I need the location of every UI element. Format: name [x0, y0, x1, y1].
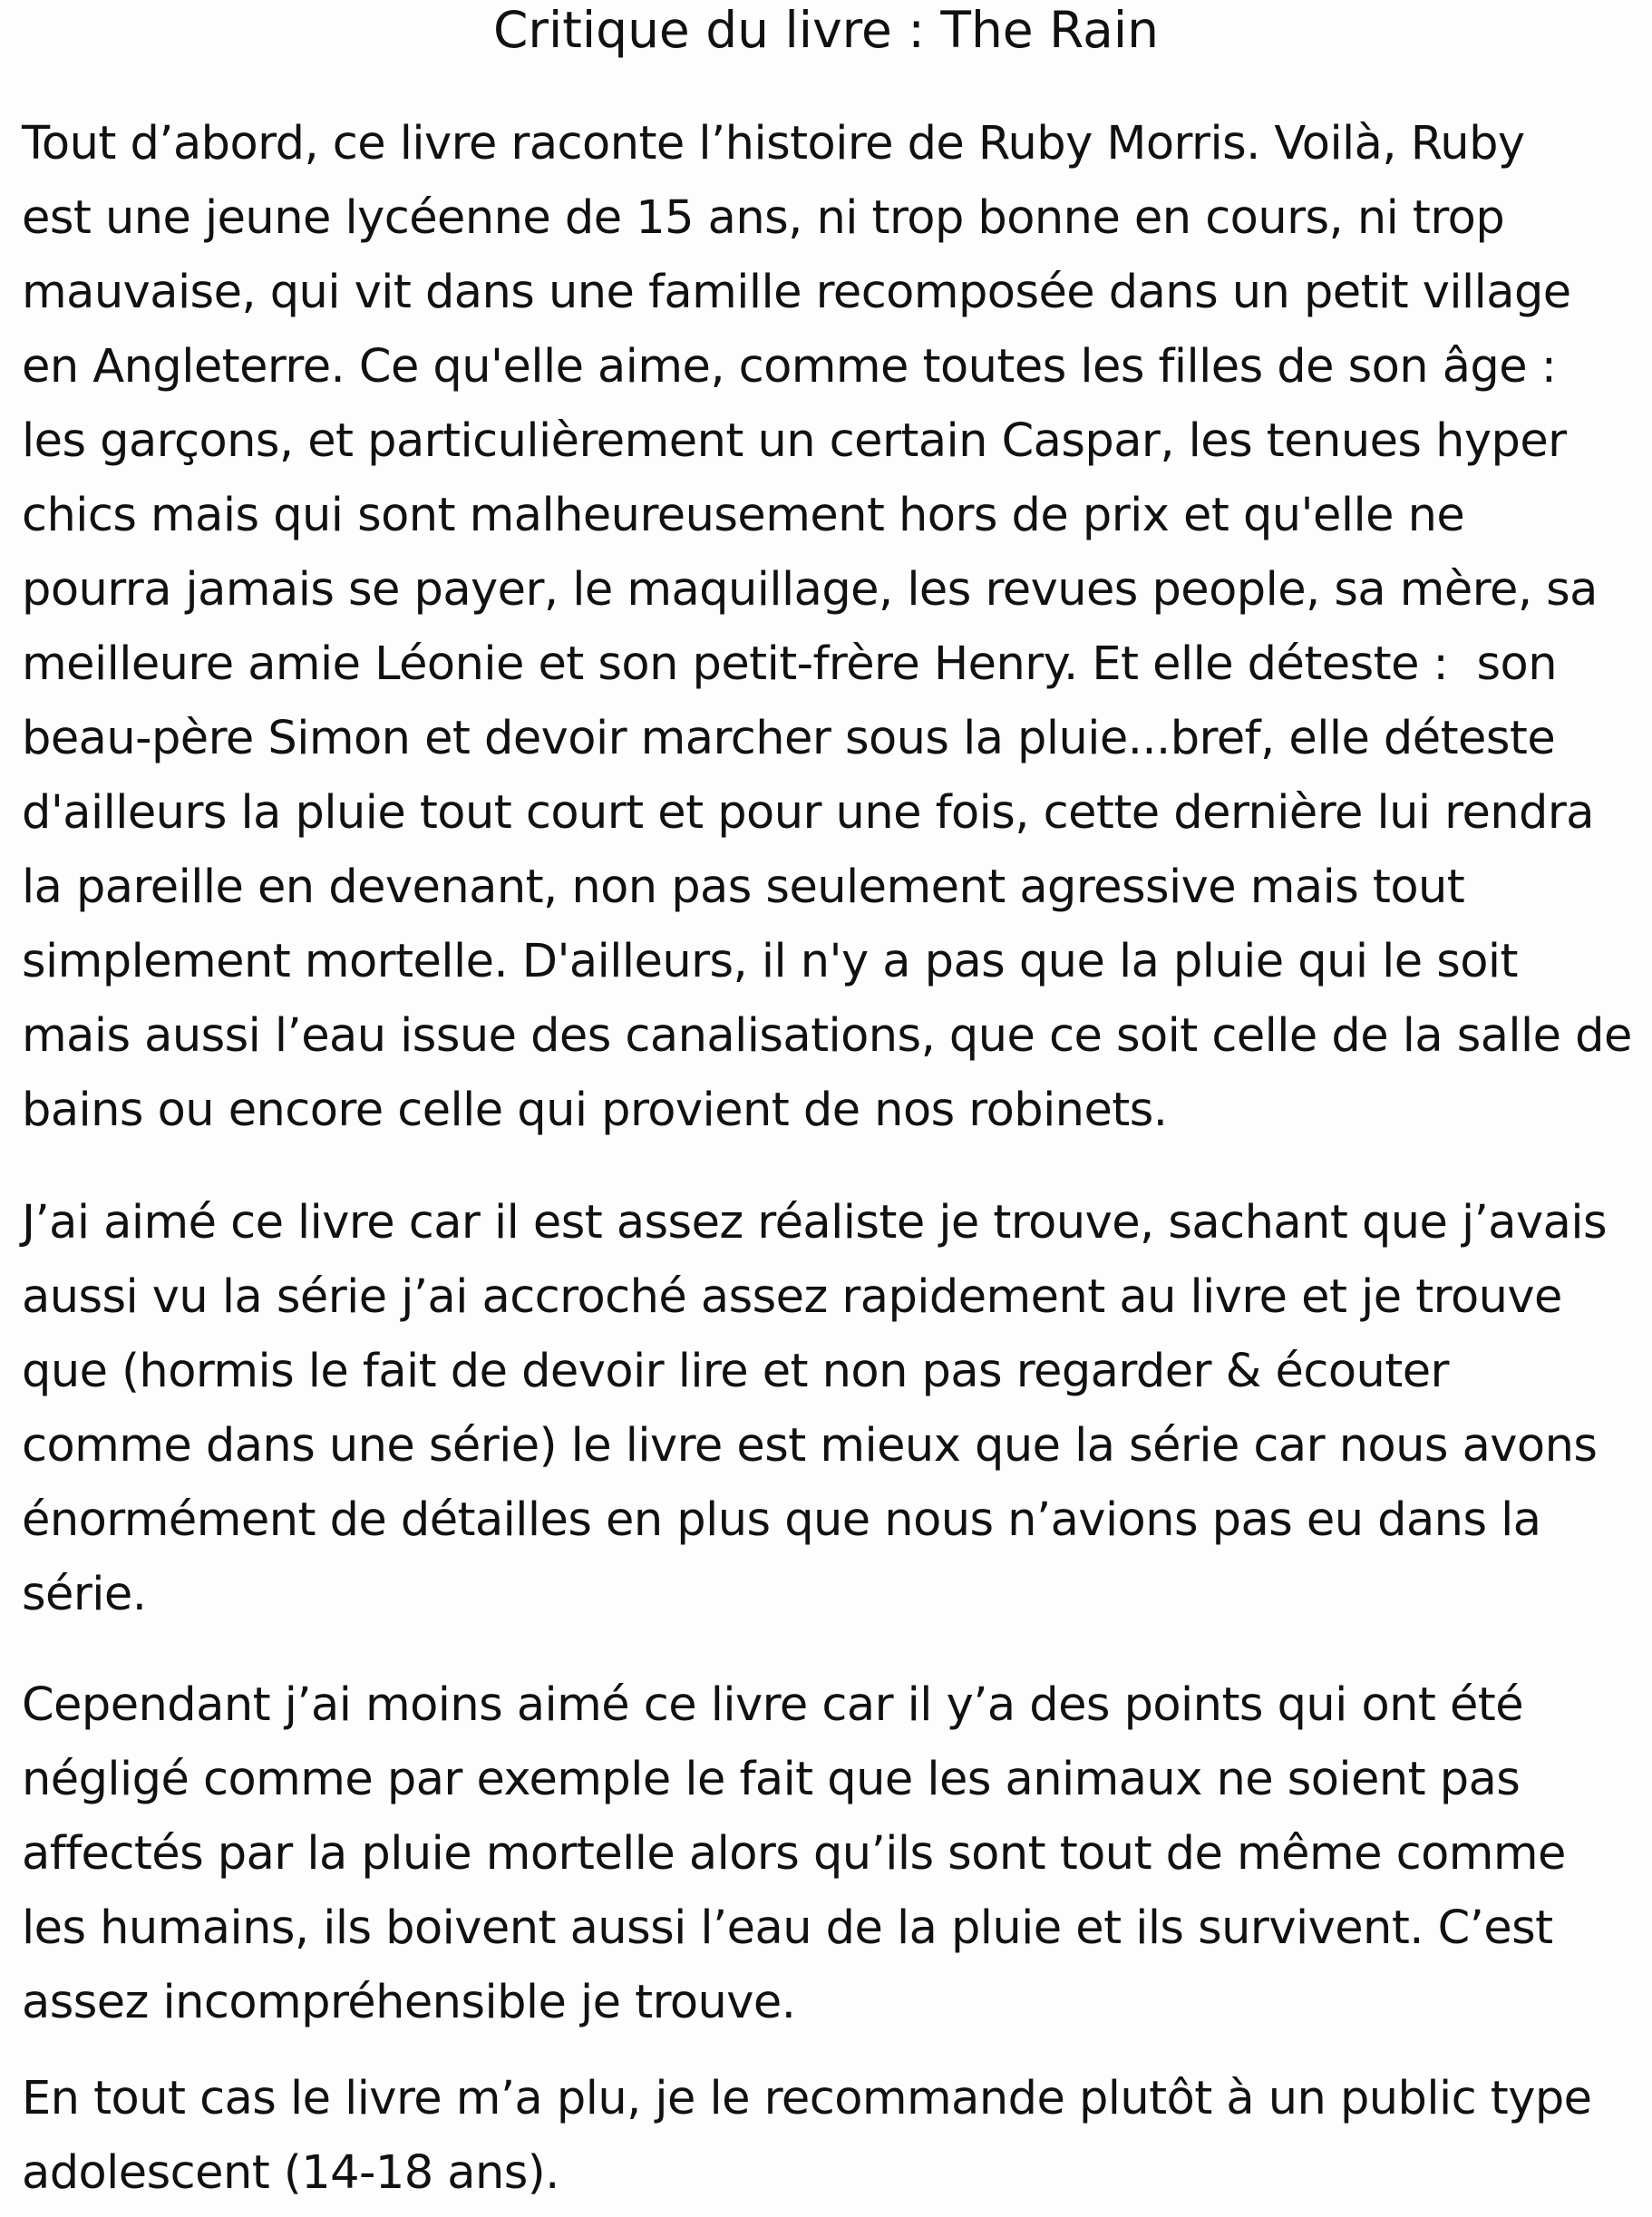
text-line: série.	[22, 1568, 147, 1621]
paragraph-summary	[22, 107, 1640, 1148]
text-line: négligé comme par exemple le fait que les animaux ne soient pas	[22, 1753, 1521, 1806]
text-line: est une jeune lycéenne de 15 ans, ni trop bonne en cours, ni trop	[22, 191, 1505, 245]
text-line: aussi vu la série j’ai accroché assez rapidement au livre et je trouve	[22, 1270, 1562, 1324]
text-line: meilleure amie Léonie et son petit-frère Henry. Et elle déteste : son	[22, 637, 1557, 691]
text-line: pourra jamais se payer, le maquillage, les revues people, sa mère, sa	[22, 563, 1598, 617]
text-line: mauvaise, qui vit dans une famille recomposée dans un petit village	[22, 266, 1571, 319]
text-line: d'ailleurs la pluie tout court et pour une fois, cette dernière lui rendra	[22, 786, 1594, 840]
text-line: Tout d’abord, ce livre raconte l’histoire de Ruby Morris. Voilà, Ruby	[22, 117, 1525, 170]
text-line: adolescent (14-18 ans).	[22, 2146, 559, 2200]
text-line: mais aussi l’eau issue des canalisations, que ce soit celle de la salle de	[22, 1009, 1632, 1063]
text-line: beau-père Simon et devoir marcher sous la pluie...bref, elle déteste	[22, 712, 1556, 765]
text-line: J’ai aimé ce livre car il est assez réaliste je trouve, sachant que j’avais	[22, 1196, 1607, 1249]
text-line: Cependant j’ai moins aimé ce livre car il y’a des points qui ont été	[22, 1678, 1524, 1732]
paragraph-disliked	[22, 1668, 1640, 2040]
page-title: Critique du livre : The Rain	[493, 1, 1159, 59]
paragraph-liked	[22, 1186, 1640, 1632]
text-line: la pareille en devenant, non pas seulement agressive mais tout	[22, 861, 1465, 914]
text-line: chics mais qui sont malheureusement hors de prix et qu'elle ne	[22, 489, 1465, 542]
text-line: les humains, ils boivent aussi l’eau de la pluie et ils survivent. C’est	[22, 1901, 1553, 1955]
text-line: en Angleterre. Ce qu'elle aime, comme toutes les filles de son âge :	[22, 340, 1557, 394]
text-line: les garçons, et particulièrement un certain Caspar, les tenues hyper	[22, 414, 1567, 468]
text-line: comme dans une série) le livre est mieux que la série car nous avons	[22, 1419, 1598, 1473]
text-line: bains ou encore celle qui provient de nos robinets.	[22, 1084, 1168, 1137]
text-line: assez incompréhensible je trouve.	[22, 1976, 796, 2029]
text-line: que (hormis le fait de devoir lire et non pas regarder & écouter	[22, 1345, 1449, 1398]
text-line: simplement mortelle. D'ailleurs, il n'y a pas que la pluie qui le soit	[22, 935, 1518, 988]
text-line: affectés par la pluie mortelle alors qu’ils sont tout de même comme	[22, 1827, 1566, 1881]
text-line: énormément de détailles en plus que nous n’avions pas eu dans la	[22, 1493, 1541, 1547]
paragraph-conclusion	[22, 2062, 1640, 2211]
text-line: En tout cas le livre m’a plu, je le recommande plutôt à un public type	[22, 2072, 1592, 2125]
